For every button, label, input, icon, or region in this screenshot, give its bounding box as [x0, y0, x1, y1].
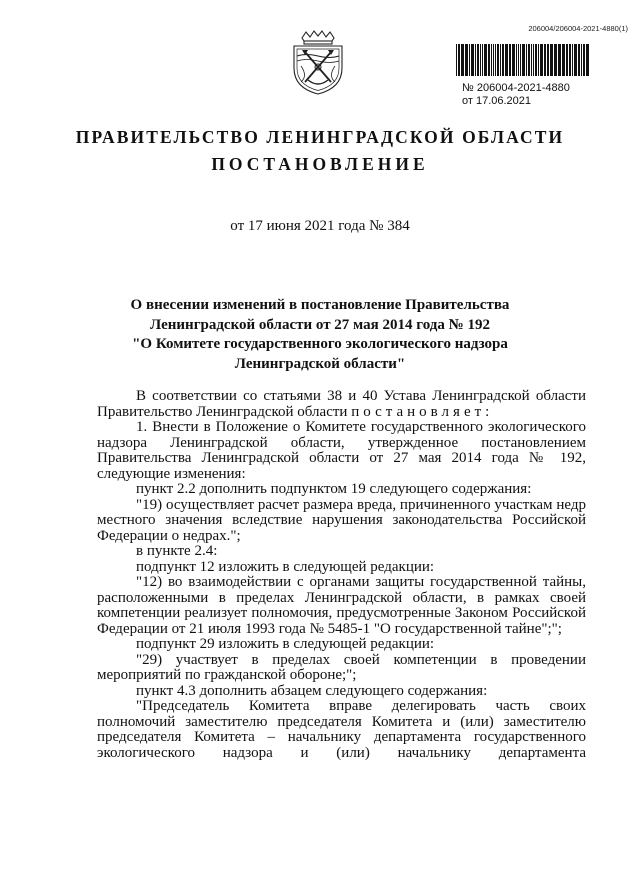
barcode-bar: [488, 44, 490, 76]
barcode-bar: [518, 44, 519, 76]
barcode-bar: [550, 44, 553, 76]
page-reference-number: 206004/206004-2021-4880(1): [528, 24, 628, 33]
barcode-bar: [471, 44, 474, 76]
barcode-bar: [566, 44, 568, 76]
barcode-bar: [538, 44, 539, 76]
barcode-bar: [535, 44, 537, 76]
barcode-bar: [516, 44, 517, 76]
barcode-bar: [500, 44, 501, 76]
body-paragraph: "12) во взаимодействии с органами защиты государственной тайны, расположенными в пределах Ленинградской области, в рамках своей компетенции реализует полномочия, предусмотренные Законом Российской Федерации от 21 июля 1993 года № 5485-1 "О государственной тайне";";: [97, 574, 586, 637]
barcode-bar: [578, 44, 580, 76]
body-paragraph: пункт 2.2 дополнить подпунктом 19 следующего содержания:: [136, 481, 532, 497]
barcode-bar: [482, 44, 483, 76]
barcode-bar: [544, 44, 546, 76]
document-body: [97, 389, 586, 761]
barcode-bar: [574, 44, 577, 76]
title-line: Ленинградской области от 27 мая 2014 года № 192: [150, 316, 490, 333]
document-title: [60, 296, 580, 374]
barcode-bar: [547, 44, 549, 76]
barcode-bar: [586, 44, 589, 76]
barcode-bar: [583, 44, 585, 76]
registration-date: от 17.06.2021: [462, 95, 532, 107]
barcode-bar: [528, 44, 530, 76]
title-line: Ленинградской области": [234, 355, 406, 372]
barcode-bar: [497, 44, 499, 76]
body-paragraph: подпункт 29 изложить в следующей редакции:: [136, 636, 435, 652]
body-paragraph: 1. Внести в Положение о Комитете государственного экологического надзора Ленинградской области, утвержденное постановлением Правительства Ленинградской области от 27 мая 2014 года № 192, следующие изменения:: [97, 419, 586, 482]
barcode-bar: [456, 44, 457, 76]
barcode-bar: [458, 44, 460, 76]
barcode-bar: [480, 44, 481, 76]
barcode-bar: [461, 44, 464, 76]
barcode-bar: [531, 44, 532, 76]
barcode-bar: [495, 44, 496, 76]
body-paragraph: в пункте 2.4:: [136, 543, 218, 559]
government-name-heading: ПРАВИТЕЛЬСТВО ЛЕНИНГРАДСКОЙ ОБЛАСТИ: [75, 127, 565, 147]
barcode-bar: [522, 44, 525, 76]
body-paragraph: "29) участвует в пределах своей компетенции в проведении мероприятий по гражданской обороне;";: [97, 651, 586, 683]
barcode-bar: [533, 44, 534, 76]
barcode-bar: [572, 44, 573, 76]
barcode-bar: [465, 44, 468, 76]
barcode-bar: [475, 44, 476, 76]
body-paragraph: подпункт 12 изложить в следующей редакции:: [136, 558, 435, 575]
document-date: от 17 июня 2021 года № 384: [230, 218, 410, 234]
body-paragraph-preamble: [97, 389, 586, 420]
barcode-bar: [477, 44, 479, 76]
title-line: О внесении изменений в постановление Правительства: [130, 297, 510, 313]
registration-number: № 206004-2021-4880: [462, 82, 570, 94]
barcode-bar: [484, 44, 487, 76]
barcode-bar: [526, 44, 527, 76]
barcode-bar: [562, 44, 565, 76]
barcode-bar: [509, 44, 511, 76]
body-paragraph: пункт 4.3 дополнить абзацем следующего содержания:: [136, 682, 488, 699]
barcode-bar: [569, 44, 571, 76]
body-paragraph: "19) осуществляет расчет размера вреда, причиненного участкам недр местного значения вследствие нарушения законодательства Российской Федерации о недрах.";: [97, 496, 586, 544]
barcode-icon: [456, 44, 590, 76]
barcode-bar: [558, 44, 561, 76]
coat-of-arms-icon: [288, 30, 348, 96]
barcode-bar: [502, 44, 504, 76]
barcode-bar: [581, 44, 582, 76]
preamble-text: В соответствии со статьями 38 и 40 Устава Ленинградской области Правительство Ленинградской области: [97, 388, 586, 420]
title-line: "О Комитете государственного экологического надзора: [132, 336, 508, 352]
preamble-colon: :: [485, 403, 490, 420]
barcode-bar: [505, 44, 508, 76]
resolves-word: постановляет: [351, 403, 486, 420]
document-type-heading: ПОСТАНОВЛЕНИЕ: [211, 154, 429, 174]
barcode-bar: [554, 44, 557, 76]
barcode-bar: [491, 44, 492, 76]
barcode-bar: [493, 44, 494, 76]
barcode-bar: [520, 44, 521, 76]
barcode-bar: [540, 44, 543, 76]
barcode-bar: [512, 44, 515, 76]
body-paragraph: "Председатель Комитета вправе делегировать часть своих полномочий заместителю председателя Комитета и (или) заместителю председателя Комитета – начальнику департамента государственного экологического надзора и (или) начальнику департамента: [97, 698, 586, 761]
barcode-bar: [469, 44, 470, 76]
